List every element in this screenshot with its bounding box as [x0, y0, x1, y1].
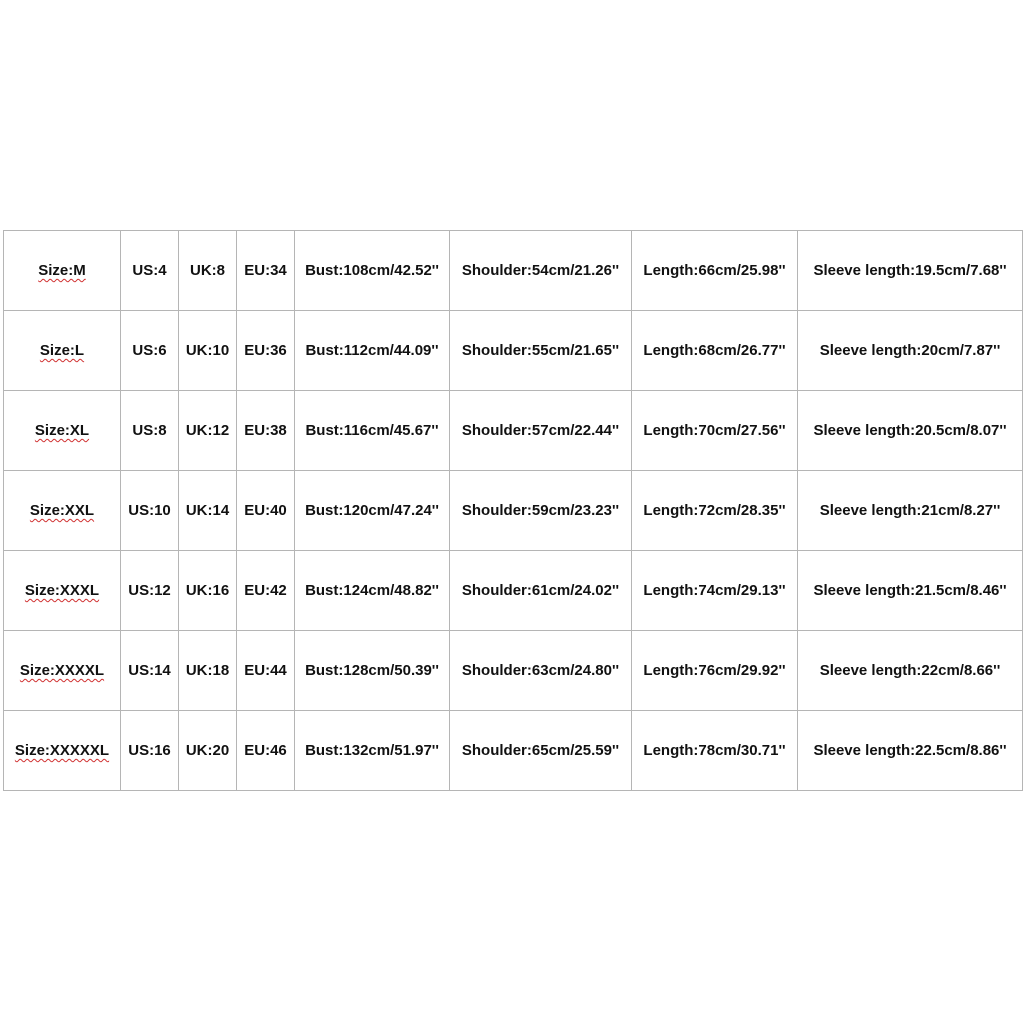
uk-size-cell: UK:12 — [179, 391, 237, 471]
us-size-cell: US:4 — [121, 231, 179, 311]
length-cell: Length:68cm/26.77'' — [632, 311, 798, 391]
size-cell — [4, 551, 121, 631]
eu-size-cell: EU:40 — [237, 471, 295, 551]
uk-size-cell: UK:20 — [179, 711, 237, 791]
length-cell: Length:74cm/29.13'' — [632, 551, 798, 631]
shoulder-cell: Shoulder:61cm/24.02'' — [450, 551, 632, 631]
size-cell — [4, 311, 121, 391]
size-row-xl — [4, 391, 1023, 471]
uk-size-cell: UK:16 — [179, 551, 237, 631]
us-size-cell: US:6 — [121, 311, 179, 391]
bust-cell: Bust:112cm/44.09'' — [295, 311, 450, 391]
bust-cell: Bust:108cm/42.52'' — [295, 231, 450, 311]
length-cell: Length:70cm/27.56'' — [632, 391, 798, 471]
size-cell — [4, 631, 121, 711]
uk-size-cell: UK:8 — [179, 231, 237, 311]
size-label: Size:L — [39, 342, 85, 359]
size-row-xxxl — [4, 551, 1023, 631]
uk-size-cell: UK:18 — [179, 631, 237, 711]
sleeve-length-cell: Sleeve length:20cm/7.87'' — [798, 311, 1023, 391]
size-label: Size:XXL — [29, 502, 95, 519]
us-size-cell: US:16 — [121, 711, 179, 791]
eu-size-cell: EU:46 — [237, 711, 295, 791]
sleeve-length-cell: Sleeve length:20.5cm/8.07'' — [798, 391, 1023, 471]
size-label: Size:XL — [34, 422, 90, 439]
sleeve-length-cell: Sleeve length:22cm/8.66'' — [798, 631, 1023, 711]
length-cell: Length:66cm/25.98'' — [632, 231, 798, 311]
size-cell — [4, 471, 121, 551]
length-cell: Length:76cm/29.92'' — [632, 631, 798, 711]
eu-size-cell: EU:34 — [237, 231, 295, 311]
shoulder-cell: Shoulder:57cm/22.44'' — [450, 391, 632, 471]
size-row-xxxxxl — [4, 711, 1023, 791]
bust-cell: Bust:132cm/51.97'' — [295, 711, 450, 791]
uk-size-cell: UK:14 — [179, 471, 237, 551]
bust-cell: Bust:116cm/45.67'' — [295, 391, 450, 471]
shoulder-cell: Shoulder:63cm/24.80'' — [450, 631, 632, 711]
size-cell — [4, 231, 121, 311]
length-cell: Length:78cm/30.71'' — [632, 711, 798, 791]
bust-cell: Bust:128cm/50.39'' — [295, 631, 450, 711]
size-row-m — [4, 231, 1023, 311]
sleeve-length-cell: Sleeve length:21.5cm/8.46'' — [798, 551, 1023, 631]
bust-cell: Bust:120cm/47.24'' — [295, 471, 450, 551]
size-label: Size:XXXXXL — [14, 742, 110, 759]
bust-cell: Bust:124cm/48.82'' — [295, 551, 450, 631]
eu-size-cell: EU:44 — [237, 631, 295, 711]
shoulder-cell: Shoulder:59cm/23.23'' — [450, 471, 632, 551]
size-label: Size:XXXXL — [19, 662, 105, 679]
eu-size-cell: EU:42 — [237, 551, 295, 631]
size-label: Size:XXXL — [24, 582, 100, 599]
length-cell: Length:72cm/28.35'' — [632, 471, 798, 551]
sleeve-length-cell: Sleeve length:19.5cm/7.68'' — [798, 231, 1023, 311]
size-row-xxl — [4, 471, 1023, 551]
us-size-cell: US:14 — [121, 631, 179, 711]
us-size-cell: US:8 — [121, 391, 179, 471]
size-cell — [4, 391, 121, 471]
shoulder-cell: Shoulder:55cm/21.65'' — [450, 311, 632, 391]
size-cell — [4, 711, 121, 791]
sleeve-length-cell: Sleeve length:21cm/8.27'' — [798, 471, 1023, 551]
uk-size-cell: UK:10 — [179, 311, 237, 391]
size-chart-table — [3, 230, 1023, 791]
size-row-l — [4, 311, 1023, 391]
sleeve-length-cell: Sleeve length:22.5cm/8.86'' — [798, 711, 1023, 791]
eu-size-cell: EU:36 — [237, 311, 295, 391]
us-size-cell: US:10 — [121, 471, 179, 551]
shoulder-cell: Shoulder:54cm/21.26'' — [450, 231, 632, 311]
size-row-xxxxl — [4, 631, 1023, 711]
shoulder-cell: Shoulder:65cm/25.59'' — [450, 711, 632, 791]
us-size-cell: US:12 — [121, 551, 179, 631]
size-label: Size:M — [38, 262, 86, 279]
eu-size-cell: EU:38 — [237, 391, 295, 471]
